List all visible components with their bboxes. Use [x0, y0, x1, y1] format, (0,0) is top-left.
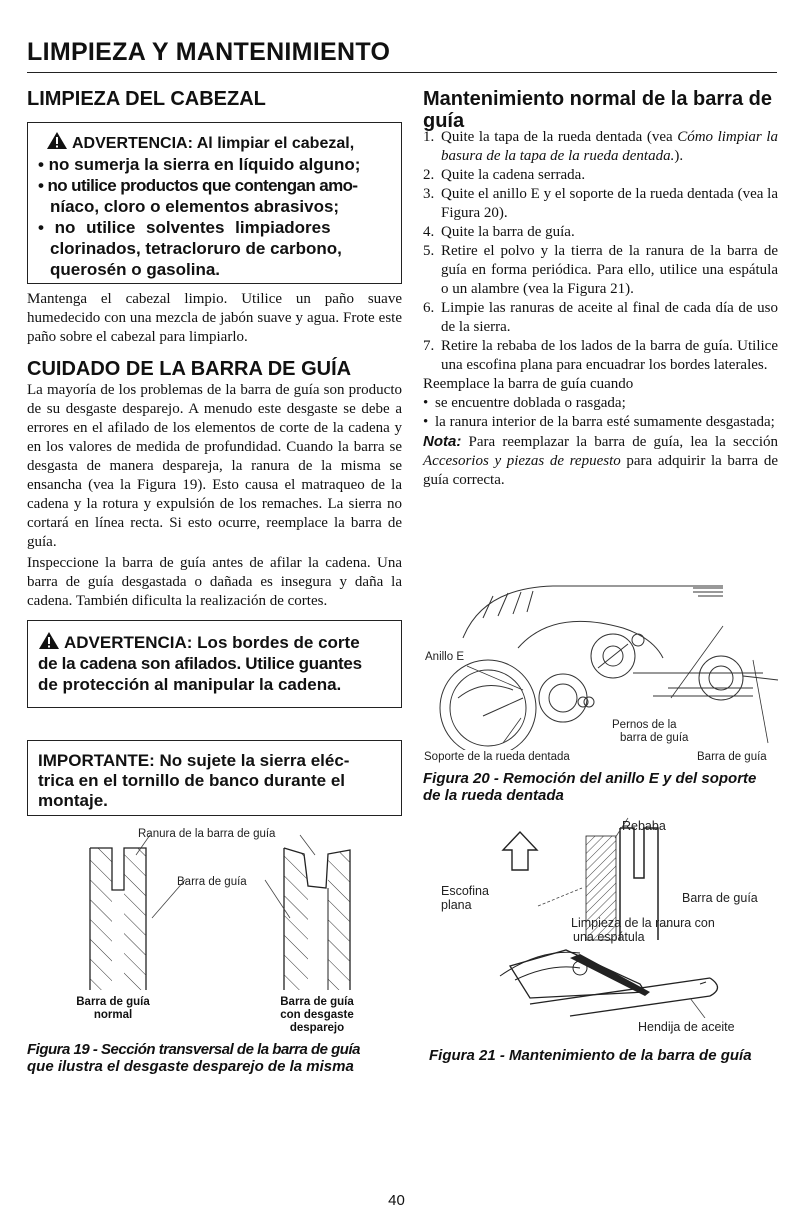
maintenance-steps: [423, 128, 778, 375]
step-item: 2. Quite la cadena serrada.: [423, 167, 586, 183]
condition-item: • la ranura interior de la barra esté sumamente desgastada;: [423, 413, 778, 432]
figure-19-diagram: [40, 830, 410, 990]
page-title: LIMPIEZA Y MANTENIMIENTO: [27, 38, 391, 66]
fig19-label-groove: Ranura de la barra de guía: [138, 828, 276, 840]
fig20-label-bar: Barra de guía: [697, 751, 767, 763]
warning-line: de protección al manipular la cadena.: [38, 675, 342, 694]
warning-box-cutting-edges: [27, 620, 402, 708]
paragraph-bar-wear: La mayoría de los problemas de la barra de guía son producto de su desgaste desparejo. A menudo este desgaste se debe a errores en el afilado de los elementos de corte de la cadena y en los valores de medida de profundidad. Cuando la barra se desgasta de manera despareja, la ranura de la misma se ensancha (vea la Figura 19). Esto causa el matraqueo de la cadena y la rotura y expulsión de los remaches. La sierra no cortará en línea recta. Si esto ocurre, reemplace la barra de guía.: [27, 382, 402, 550]
important-line: montaje.: [38, 791, 108, 810]
warning-line: de la cadena son afilados. Utilice guantes: [38, 654, 362, 673]
fig20-label-ering: Anillo E: [425, 651, 464, 663]
fig19-label-worn: Barra de guía con desgaste desparejo: [280, 996, 354, 1034]
note-paragraph: Nota: Para reemplazar la barra de guía, lea la sección Accesorios y piezas de repuesto para adquirir la barra de guía correcta.: [423, 433, 778, 488]
page-number: 40: [388, 1192, 405, 1209]
fig21-label-file: Escofina plana: [441, 884, 489, 912]
replace-intro: Reemplace la barra de guía cuando: [423, 376, 634, 392]
paragraph-inspect: Inspeccione la barra de guía antes de afilar la cadena. Una barra de guía desgastada o dañada es insegura y daña la cadena. También dificulta la realización de cortes.: [27, 555, 402, 609]
warning-line: ADVERTENCIA: Al limpiar el cabezal,: [72, 135, 355, 152]
up-arrow-icon: [503, 832, 537, 870]
important-box: [27, 740, 402, 816]
warning-line: querosén o gasolina.: [50, 260, 221, 279]
figure-19-caption: Figura 19 - Sección transversal de la barra de guía que ilustra el desgaste desparejo de la misma: [27, 1041, 360, 1075]
section-heading-bar-care: CUIDADO DE LA BARRA DE GUÍA: [27, 358, 352, 380]
replace-conditions: [423, 394, 778, 432]
figure-20-caption: Figura 20 - Remoción del anillo E y del soporte de la rueda dentada: [423, 770, 757, 804]
step-item: 7. Retire la rebaba de los lados de la barra de guía. Utilice una escofina plana para encuadrar los bordes laterales.: [423, 338, 778, 373]
fig21-label-clean: Limpieza de la ranura con una espátula: [571, 916, 715, 944]
warning-line: níaco, cloro o elementos abrasivos;: [50, 197, 340, 216]
section-heading-cleaning-head: LIMPIEZA DEL CABEZAL: [27, 88, 266, 110]
important-line: IMPORTANTE: No sujete la sierra eléc-: [38, 751, 350, 770]
figure-21-caption: Figura 21 - Mantenimiento de la barra de guía: [429, 1047, 752, 1064]
fig19-label-normal: Barra de guía normal: [76, 996, 150, 1021]
step-item: 3. Quite el anillo E y el soporte de la rueda dentada (vea la Figura 20).: [423, 186, 778, 221]
step-item: 4. Quite la barra de guía.: [423, 224, 575, 240]
fig21-label-bar: Barra de guía: [682, 891, 758, 905]
warning-triangle-icon: [46, 131, 68, 150]
condition-item: • se encuentre doblada o rasgada;: [423, 394, 778, 413]
fig20-label-bolts: Pernos de la barra de guía: [612, 719, 689, 744]
worn-bar-cross-section: [284, 848, 350, 990]
figure-20-diagram: [423, 578, 783, 750]
important-line: trica en el tornillo de banco durante el: [38, 771, 346, 790]
fig19-label-bar: Barra de guía: [177, 876, 247, 888]
title-rule: [27, 72, 777, 73]
fig21-label-oil: Hendija de aceite: [638, 1020, 735, 1034]
normal-bar-cross-section: [90, 848, 146, 990]
figure-21-diagram: [470, 808, 770, 1018]
warning-line: • no utilice productos que contengan amo-: [38, 176, 358, 195]
paragraph-cleaning: Mantenga el cabezal limpio. Utilice un paño suave humedecido con una mezcla de jabón suave y agua. Frote este paño sobre el cabezal para limpiarlo.: [27, 291, 402, 345]
section-heading-bar-maintenance: Mantenimiento normal de la barra de guía: [423, 88, 772, 132]
step-item: 6. Limpie las ranuras de aceite al final de cada día de uso de la sierra.: [423, 300, 778, 335]
fig21-label-burr: Rebaba: [622, 819, 666, 833]
warning-line: • no sumerja la sierra en líquido alguno;: [38, 155, 361, 174]
warning-line: ADVERTENCIA: Los bordes de corte: [64, 633, 360, 652]
warning-line: • no utilice solventes limpiadores: [38, 218, 331, 237]
step-item: 5. Retire el polvo y la tierra de la ranura de la barra de guía en forma periódica. Para ello, utilice una espátula o un alambre (vea la Figura 21).: [423, 243, 778, 297]
warning-box-cleaning: [27, 122, 402, 284]
fig20-label-support: Soporte de la rueda dentada: [424, 751, 570, 763]
warning-triangle-icon: [38, 631, 60, 650]
warning-line: clorinados, tetracloruro de carbono,: [50, 239, 342, 258]
step-item: 1. Quite la tapa de la rueda dentada (vea Cómo limpiar la basura de la tapa de la rueda dentada.).: [423, 129, 778, 164]
